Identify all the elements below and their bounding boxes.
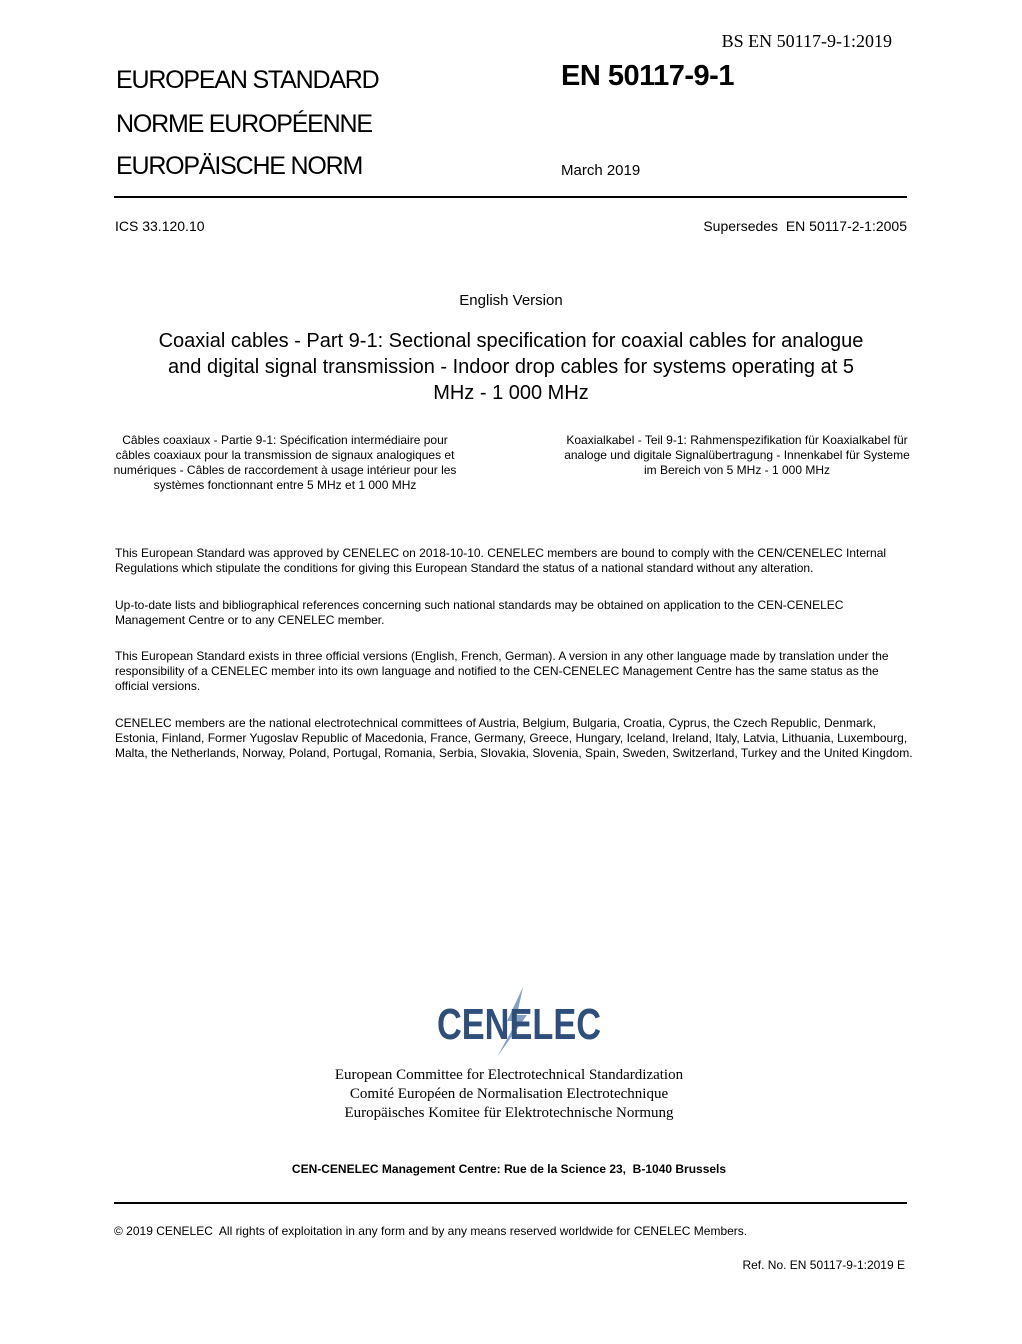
committee-name-german: Europäisches Komitee für Elektrotechnische Normung [344,1105,674,1121]
german-title: Koaxialkabel - Teil 9-1: Rahmenspezifikation für Koaxialkabel für analoge und digitale Signalübertragung - Innenkabel für Systeme im Bereich von 5 MHz - 1 000 MHz [564,433,910,477]
standard-number: EN 50117-9-1 [561,60,734,92]
standard-name-german: EUROPÄISCHE NORM [116,152,363,180]
management-centre-address: CEN-CENELEC Management Centre: Rue de la Science 23, B-1040 Brussels [291,1162,727,1176]
main-title: Coaxial cables - Part 9-1: Sectional specification for coaxial cables for analogue and digital signal transmission - Indoor drop cables for systems operating at 5 MHz - 1 000 MHz [158,330,864,404]
french-title: Câbles coaxiaux - Partie 9-1: Spécification intermédiaire pour câbles coaxiaux pour la transmission de signaux analogiques et numériques - Câbles de raccordement à usage intérieur pour les systèmes fonctionnant entre 5 MHz et 1 000 MHz [113,433,457,492]
copyright-notice: © 2019 CENELEC All rights of exploitation in any form and by any means reserved worldwide for CENELEC Members. [114,1224,748,1238]
standard-name-english: EUROPEAN STANDARD [116,66,379,94]
approval-paragraph: This European Standard was approved by CENELEC on 2018-10-10. CENELEC members are bound to comply with the CEN/CENELEC Internal Regulations which stipulate the conditions for giving this European Standard the status of a national standard without any alteration. [115,546,887,575]
versions-paragraph: This European Standard exists in three official versions (English, French, German). A version in any other language made by translation under the responsibility of a CENELEC member into its own language and notified to the CEN-CENELEC Management Centre has the same status as the official versions. [115,649,889,693]
committee-name-french: Comité Européen de Normalisation Electrotechnique [349,1086,669,1102]
supersedes-note: Supersedes EN 50117-2-1:2005 [703,218,907,234]
reference-number: Ref. No. EN 50117-9-1:2019 E [742,1258,905,1272]
committee-name-english: European Committee for Electrotechnical Standardization [334,1067,684,1083]
version-label: English Version [459,292,563,309]
standard-name-french: NORME EUROPÉENNE [116,110,372,138]
footer-divider [114,1202,907,1204]
ics-code: ICS 33.120.10 [115,218,205,234]
cenelec-logo [433,985,605,1057]
header-divider [114,196,907,198]
members-paragraph: CENELEC members are the national electrotechnical committees of Austria, Belgium, Bulgaria, Croatia, Cyprus, the Czech Republic, Denmark, Estonia, Finland, Former Yugoslav Republic of Macedonia, France, Germany, Greece, Hungary, Iceland, Ireland, Italy, Latvia, Lithuania, Luxembourg, Malta, the Netherlands, Norway, Poland, Portugal, Romania, Serbia, Slovakia, Slovenia, Spain, Sweden, Switzerland, Turkey and the United Kingdom. [115,716,913,760]
bs-reference: BS EN 50117-9-1:2019 [721,31,892,51]
references-paragraph: Up-to-date lists and bibliographical references concerning such national standards may be obtained on application to the CEN-CENELEC Management Centre or to any CENELEC member. [115,598,844,627]
publication-date: March 2019 [561,162,641,179]
logo-text: CENELEC [437,1000,601,1049]
